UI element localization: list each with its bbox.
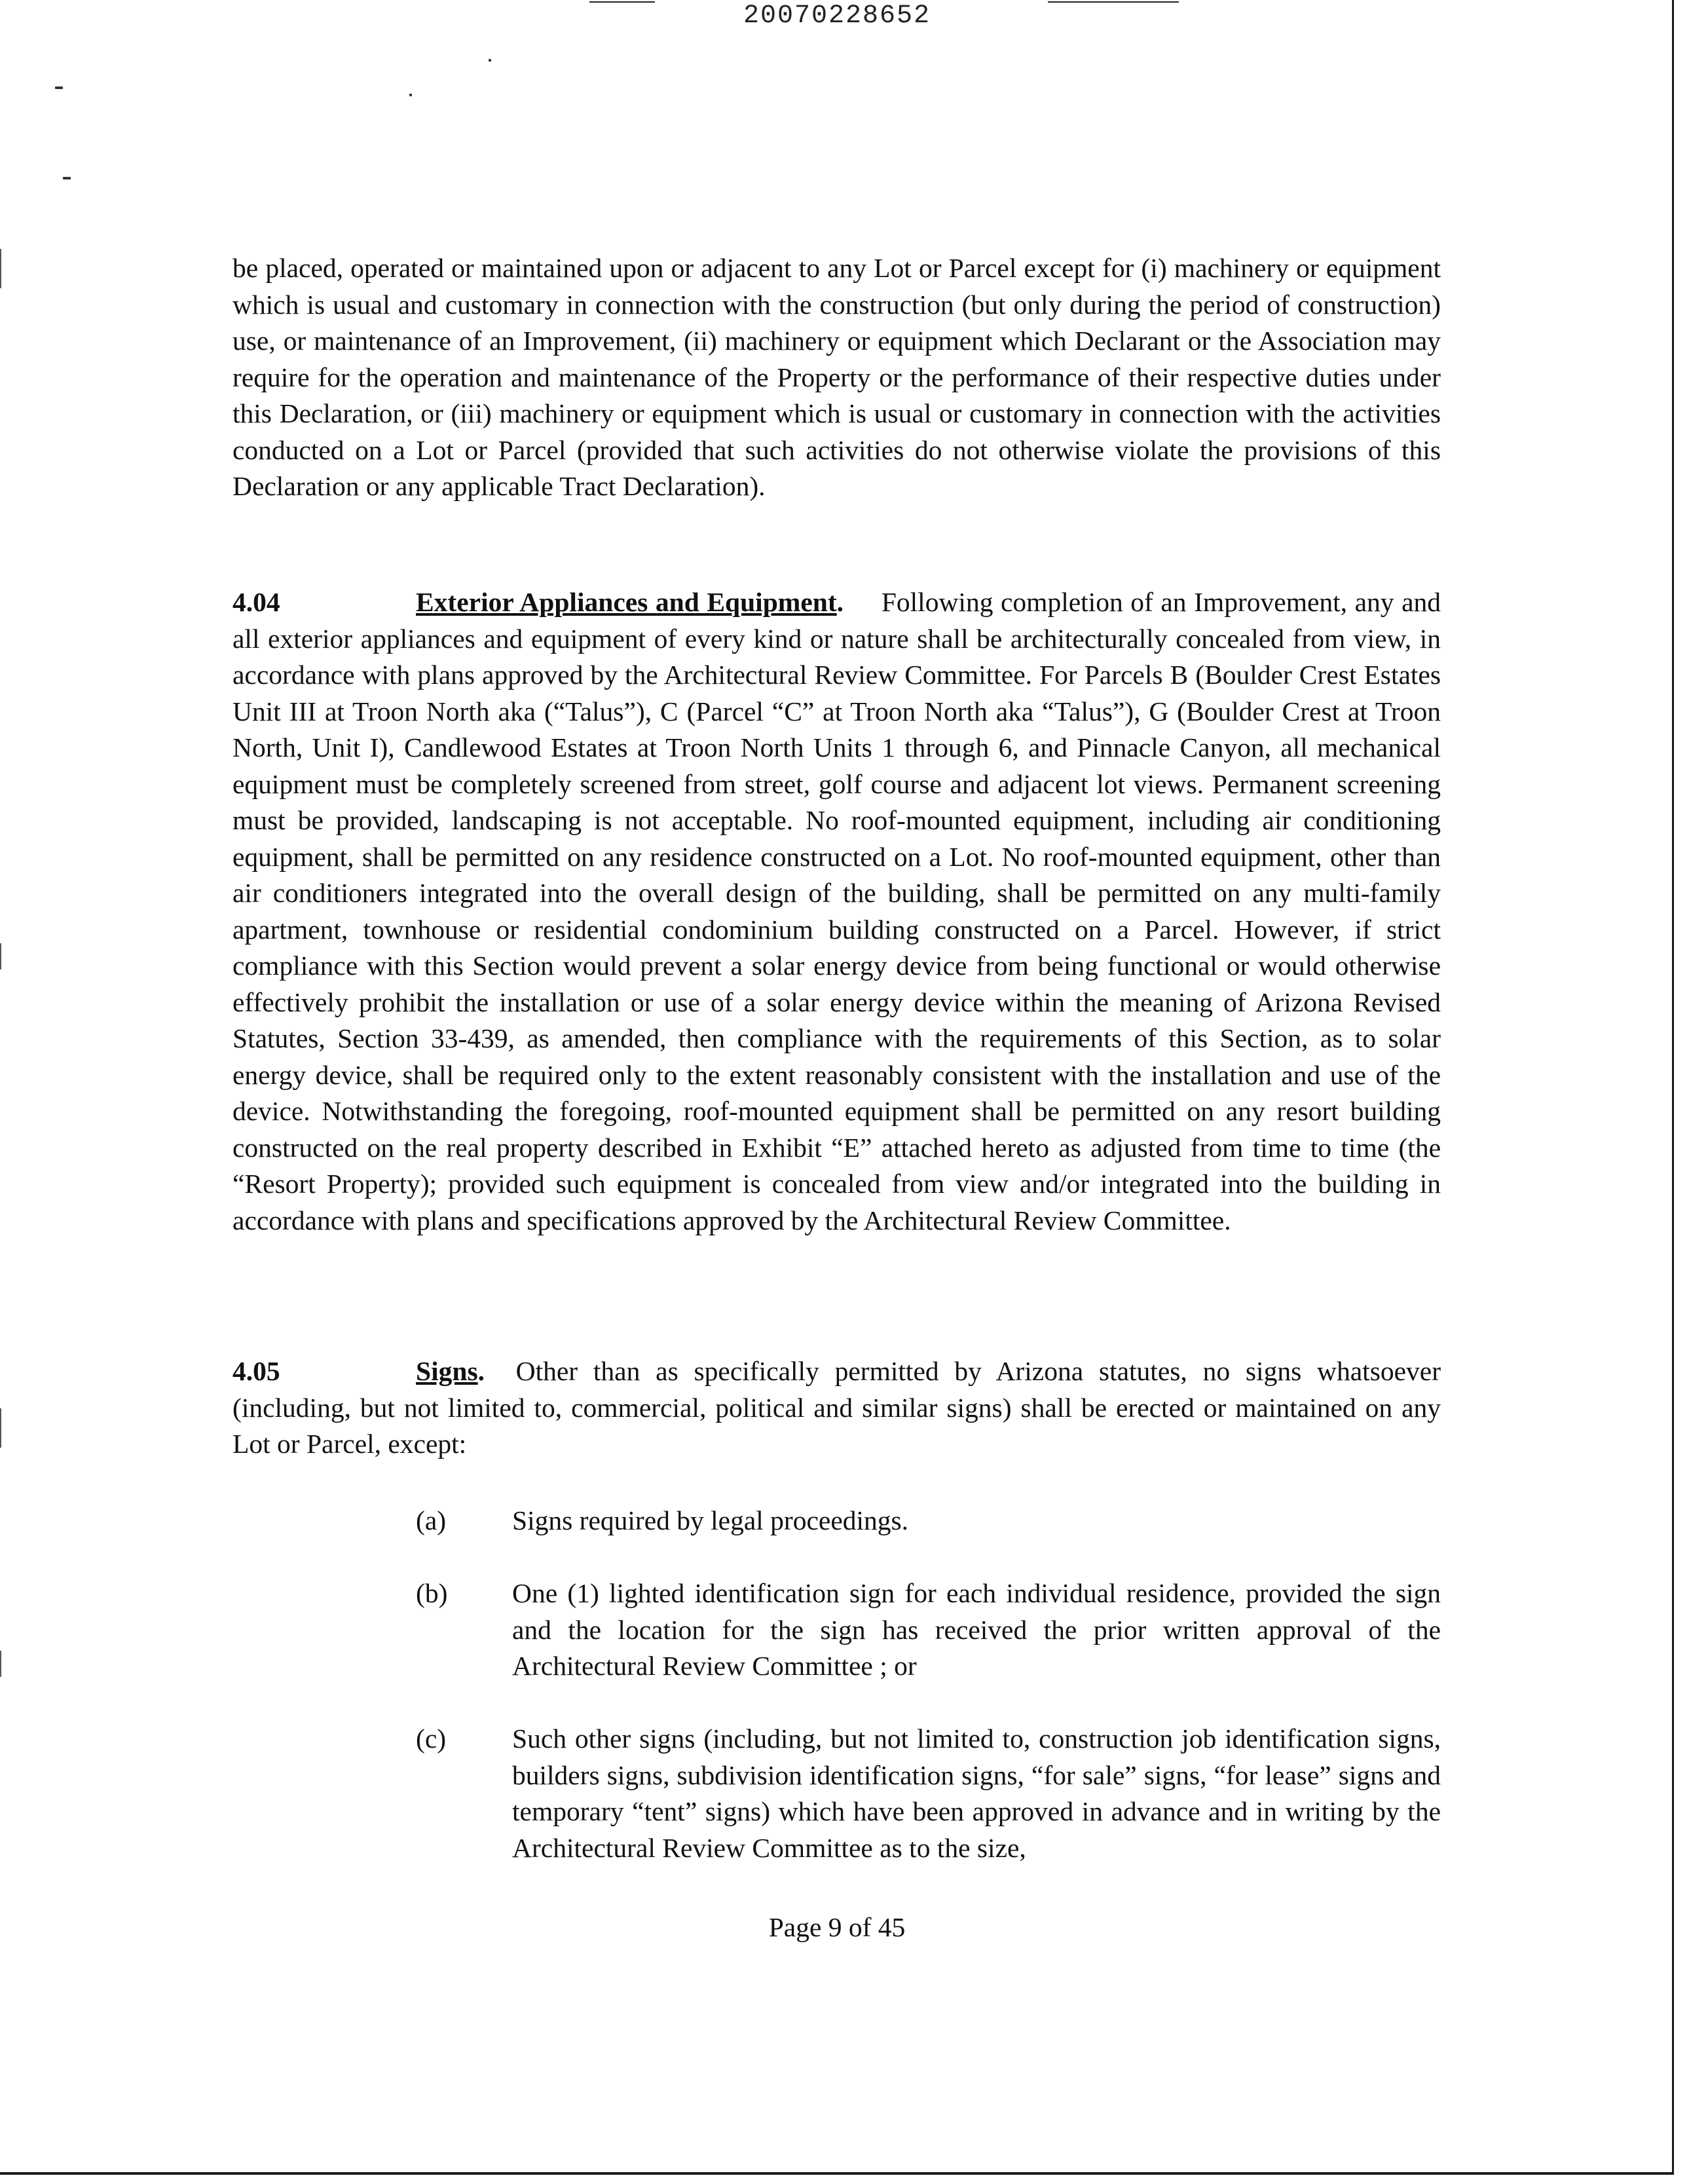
list-item-text: One (1) lighted identification sign for each individual residence, provided the sign and the location for the sign has received the prior written approval of the Architectural Review Committee ; or — [512, 1578, 1441, 1681]
continuation-paragraph: be placed, operated or maintained upon or adjacent to any Lot or Parcel except for (i) machinery or equipment which is usual and customary in connection with the construction (but only during the period of construction) use, or maintenance of an Improvement, (ii) machinery or equipment which Declarant or the Association may require for the operation and maintenance of the Property or the performance of their respective duties under this Declaration, or (iii) machinery or equipment which is usual or customary in connection with the activities conducted on a Lot or Parcel (provided that such activities do not otherwise violate the provisions of this Declaration or any applicable Tract Declaration). — [232, 253, 1441, 501]
list-item-text: Signs required by legal proceedings. — [512, 1505, 909, 1535]
section-body: Following completion of an Improvement, any and all exterior appliances and equipment of every kind or nature shall be architecturally concealed from view, in accordance with plans approved by the Architectural Review Committee. For Parcels B (Boulder Crest Estates Unit III at Troon North aka (“Talus”), C (Parcel “C” at Troon North aka “Talus”), G (Boulder Crest at Troon North, Unit I), Candlewood Estates at Troon North Units 1 through 6, and Pinnacle Canyon, all mechanical equipment must be completely screened from street, golf course and adjacent lot views. Permanent screening must be provided, landscaping is not acceptable. No roof-mounted equipment, including air conditioning equipment, shall be permitted on any residence constructed on a Lot. No roof-mounted equipment, other than air conditioners integrated into the overall design of the building, shall be permitted on any multi-family apartment, townhouse or residential condominium building constructed on a Parcel. However, if strict compliance with this Section would prevent a solar energy device from being functional or would otherwise effectively prohibit the installation or use of a solar energy device within the meaning of Arizona Revised Statutes, Section 33-439, as amended, then compliance with the requirements of this Section, as to solar energy device, shall be required only to the extent reasonably consistent with the installation and use of the device. Notwithstanding the foregoing, roof-mounted equipment shall be permitted on any resort building constructed on the real property described in Exhibit “E” attached hereto as adjusted from time to time (the “Resort Property); provided such equipment is concealed from view and/or integrated into the building in accordance with plans and specifications approved by the Architectural Review Committee. — [232, 587, 1441, 1235]
page-border-bottom — [0, 2172, 1674, 2175]
section-number: 4.04 — [232, 587, 280, 617]
list-marker: (c) — [416, 1723, 447, 1754]
section-title: Exterior Appliances and Equipment — [416, 587, 837, 617]
list-item — [416, 1721, 1441, 1866]
section-title: Signs — [416, 1356, 478, 1386]
scan-speck — [63, 177, 71, 179]
list-marker: (a) — [416, 1505, 447, 1535]
scan-edge-mark — [0, 943, 1, 969]
section-4-04: 4.04 Exterior Appliances and Equipment. Following completion of an Improvement, any and all exterior appliances and equipment of every kind or nature shall be architecturally concealed from view, in accordance with plans approved by the Architectural Review Committee. For Parcels B (Boulder Crest Estates Unit III at Troon North aka (“Talus”), C (Parcel “C” at Troon North aka “Talus”), G (Boulder Crest at Troon North, Unit I), Candlewood Estates at Troon North Units 1 through 6, and Pinnacle Canyon, all mechanical equipment must be completely screened from street, golf course and adjacent lot views. Permanent screening must be provided, landscaping is not acceptable. No roof-mounted equipment, including air conditioning equipment, shall be permitted on any residence constructed on a Lot. No roof-mounted equipment, other than air conditioners integrated into the overall design of the building, shall be permitted on any multi-family apartment, townhouse or residential condominium building constructed on a Parcel. However, if strict compliance with this Section would prevent a solar energy device from being functional or would otherwise effectively prohibit the installation or use of a solar energy device within the meaning of Arizona Revised Statutes, Section 33-439, as amended, then compliance with the requirements of this Section, as to solar energy device, shall be required only to the extent reasonably consistent with the installation and use of the device. Notwithstanding the foregoing, roof-mounted equipment shall be permitted on any resort building constructed on the real property described in Exhibit “E” attached hereto as adjusted from time to time (the “Resort Property); provided such equipment is concealed from view and/or integrated into the building in accordance with plans and specifications approved by the Architectural Review Committee. — [232, 584, 1441, 1239]
scan-edge-mark — [0, 1651, 1, 1677]
scan-speck — [489, 59, 491, 62]
scan-edge-mark — [0, 249, 1, 288]
list-item-text: Such other signs (including, but not limited to, construction job identification signs, builders signs, subdivision identification signs, “for sale” signs, “for lease” signs and temporary “tent” signs) which have been approved in advance and in writing by the Architectural Review Committee as to the size, — [512, 1723, 1441, 1863]
scan-speck — [409, 94, 412, 96]
page-border-right — [1672, 0, 1674, 2173]
document-number: 20070228652 — [743, 1, 931, 31]
list-marker: (b) — [416, 1578, 448, 1608]
page-number: Page 9 of 45 — [768, 1912, 906, 1942]
scan-speck — [55, 86, 63, 89]
scan-edge-mark — [0, 1408, 1, 1448]
section-4-05: 4.05 Signs. Other than as specifically permitted by Arizona statutes, no signs whatsoever (including, but not limited to, commercial, political and similar signs) shall be erected or maintained on any Lot or Parcel, except: — [232, 1353, 1441, 1463]
list-item — [416, 1575, 1441, 1685]
section-body: Other than as specifically permitted by Arizona statutes, no signs whatsoever (including, but not limited to, commercial, political and similar signs) shall be erected or maintained on any Lot or Parcel, except: — [232, 1356, 1441, 1459]
section-number: 4.05 — [232, 1356, 280, 1386]
list-item — [416, 1503, 1441, 1539]
